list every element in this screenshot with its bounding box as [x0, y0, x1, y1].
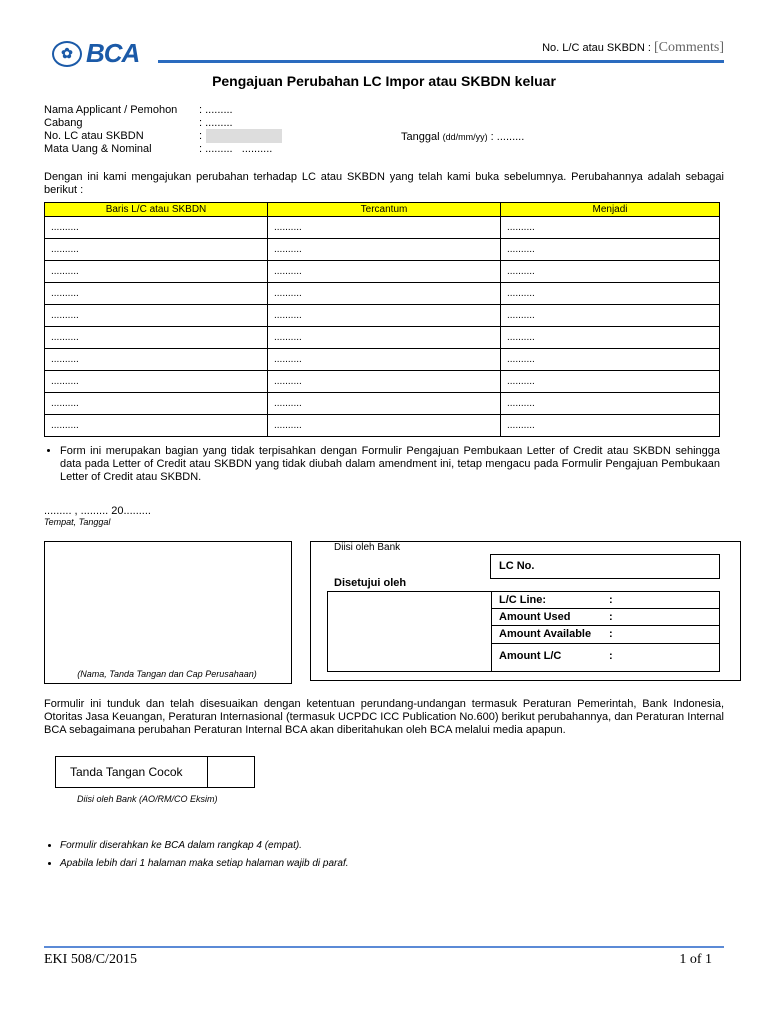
- amount-available-label: Amount Available: [499, 628, 592, 640]
- table-row: [45, 261, 720, 283]
- applicant-input[interactable]: : .........: [199, 104, 233, 116]
- intro-text: Dengan ini kami mengajukan perubahan terhadap LC atau SKBDN yang telah kami buka sebelumnya. Perubahannya adalah sebagai berikut :: [44, 171, 724, 196]
- table-cell[interactable]: ..........: [501, 261, 720, 283]
- lc-no-field[interactable]: [490, 554, 720, 579]
- column-header: Menjadi: [501, 203, 720, 217]
- amount-used-value[interactable]: :: [609, 611, 613, 623]
- table-cell[interactable]: ..........: [45, 217, 268, 239]
- bank-filled-label: Diisi oleh Bank: [334, 542, 401, 553]
- table-cell[interactable]: ..........: [45, 415, 268, 437]
- table-cell[interactable]: ..........: [501, 371, 720, 393]
- approval-divider: [491, 592, 492, 671]
- legal-text: Formulir ini tunduk dan telah disesuaikan dengan ketentuan perundang-undangan termasuk Peraturan Pemerintah, Bank Indonesia, Otoritas Jasa Keuangan, Peraturan Internasional (termasuk UCPDC ICC Publication No.600) berikut perubahannya, dan Peraturan Internal BCA sebagaimana perubahan Peraturan Internal BCA akan diberitahukan oleh BCA melalui media apapun.: [44, 698, 724, 736]
- place-date-input[interactable]: ......... , ......... 20.........: [44, 505, 151, 517]
- currency-input[interactable]: : ......... ..........: [199, 143, 273, 155]
- field-branch: [44, 116, 282, 129]
- table-cell[interactable]: ..........: [45, 283, 268, 305]
- table-cell[interactable]: ..........: [45, 239, 268, 261]
- table-cell[interactable]: ..........: [501, 239, 720, 261]
- lc-reference-label: No. L/C atau SKBDN :: [542, 42, 654, 54]
- notes-list: [44, 837, 720, 873]
- table-row: [45, 327, 720, 349]
- page-number: 1 of 1: [679, 952, 712, 967]
- bca-emblem-icon: ✿: [52, 41, 82, 67]
- bank-section: [310, 541, 741, 681]
- field-lc-number: [44, 129, 282, 142]
- row-divider: [492, 625, 719, 626]
- amendment-table: [44, 202, 720, 437]
- field-applicant: [44, 103, 282, 116]
- table-row: [45, 283, 720, 305]
- lc-reference: [542, 40, 724, 56]
- table-cell[interactable]: ..........: [45, 393, 268, 415]
- place-date-label: Tempat, Tanggal: [44, 517, 111, 527]
- field-currency: [44, 142, 282, 155]
- list-item: • Formulir diserahkan ke BCA dalam rangkap 4 (empat).: [60, 837, 720, 855]
- date-label: Tanggal: [401, 131, 440, 143]
- amount-available-value[interactable]: :: [609, 628, 613, 640]
- approved-label: Disetujui oleh: [334, 577, 407, 589]
- lc-number-colon: :: [199, 130, 203, 142]
- table-cell[interactable]: ..........: [45, 305, 268, 327]
- applicant-fields: [44, 103, 282, 155]
- list-item: • Apabila lebih dari 1 halaman maka setiap halaman wajib di paraf.: [60, 855, 720, 873]
- date-field: [401, 131, 524, 143]
- date-format: (dd/mm/yy): [442, 132, 488, 142]
- table-cell[interactable]: ..........: [45, 349, 268, 371]
- table-cell[interactable]: ..........: [45, 371, 268, 393]
- table-cell[interactable]: ..........: [501, 327, 720, 349]
- table-cell[interactable]: ..........: [268, 217, 501, 239]
- table-cell[interactable]: ..........: [268, 415, 501, 437]
- table-cell[interactable]: ..........: [501, 349, 720, 371]
- lc-line-value[interactable]: :: [609, 594, 613, 606]
- row-divider: [492, 608, 719, 609]
- table-cell[interactable]: ..........: [501, 415, 720, 437]
- column-header: Tercantum: [268, 203, 501, 217]
- date-input[interactable]: : .........: [490, 131, 525, 143]
- header-divider: [158, 60, 724, 63]
- field-label: No. LC atau SKBDN: [44, 130, 144, 142]
- comments-field[interactable]: [Comments]: [654, 40, 724, 55]
- row-divider: [492, 643, 719, 644]
- amount-lc-value[interactable]: :: [609, 650, 613, 662]
- footer-divider: [44, 946, 724, 948]
- column-header: Baris L/C atau SKBDN: [45, 203, 268, 217]
- table-cell[interactable]: ..........: [501, 393, 720, 415]
- form-title: Pengajuan Perubahan LC Impor atau SKBDN keluar: [212, 73, 556, 89]
- note-list: [44, 445, 720, 484]
- table-cell[interactable]: ..........: [501, 305, 720, 327]
- table-header-row: [45, 203, 720, 217]
- approval-box[interactable]: [327, 591, 720, 672]
- table-row: [45, 349, 720, 371]
- table-cell[interactable]: ..........: [268, 239, 501, 261]
- table-row: [45, 305, 720, 327]
- field-label: Mata Uang & Nominal: [44, 143, 152, 155]
- table-cell[interactable]: ..........: [268, 349, 501, 371]
- lc-no-label: LC No.: [499, 560, 535, 572]
- bca-logo: [52, 38, 139, 69]
- table-row: [45, 239, 720, 261]
- table-row: [45, 415, 720, 437]
- table-row: [45, 393, 720, 415]
- table-row: [45, 371, 720, 393]
- field-label: Cabang: [44, 117, 83, 129]
- table-cell[interactable]: ..........: [501, 217, 720, 239]
- amount-used-label: Amount Used: [499, 611, 571, 623]
- signature-match-label: Tanda Tangan Cocok: [70, 765, 183, 779]
- table-cell[interactable]: ..........: [501, 283, 720, 305]
- field-label: Nama Applicant / Pemohon: [44, 104, 178, 116]
- table-cell[interactable]: ..........: [45, 261, 268, 283]
- table-cell[interactable]: ..........: [268, 283, 501, 305]
- table-cell[interactable]: ..........: [268, 327, 501, 349]
- table-cell[interactable]: ..........: [45, 327, 268, 349]
- branch-input[interactable]: : .........: [199, 117, 233, 129]
- table-row: [45, 217, 720, 239]
- table-cell[interactable]: ..........: [268, 393, 501, 415]
- lc-line-label: L/C Line:: [499, 594, 547, 606]
- table-cell[interactable]: ..........: [268, 261, 501, 283]
- signature-match-checkbox[interactable]: [208, 757, 252, 787]
- lc-number-input[interactable]: [206, 129, 282, 143]
- table-cell[interactable]: ..........: [268, 371, 501, 393]
- signature-box[interactable]: [44, 541, 292, 684]
- amount-lc-label: Amount L/C: [499, 650, 562, 662]
- signature-match-note: Diisi oleh Bank (AO/RM/CO Eksim): [77, 794, 218, 804]
- brand-name: BCA: [86, 38, 140, 68]
- form-code: EKI 508/C/2015: [44, 952, 137, 967]
- table-cell[interactable]: ..........: [268, 305, 501, 327]
- signature-caption: (Nama, Tanda Tangan dan Cap Perusahaan): [77, 669, 257, 679]
- list-item: • Form ini merupakan bagian yang tidak terpisahkan dengan Formulir Pengajuan Pembukaan Letter of Credit atau SKBDN sehingga data pada Letter of Credit atau SKBDN yang tidak diubah dalam amendment ini, tetap mengacu pada Formulir Pengajuan Pembukaan Letter of Credit atau SKBDN.: [60, 445, 720, 484]
